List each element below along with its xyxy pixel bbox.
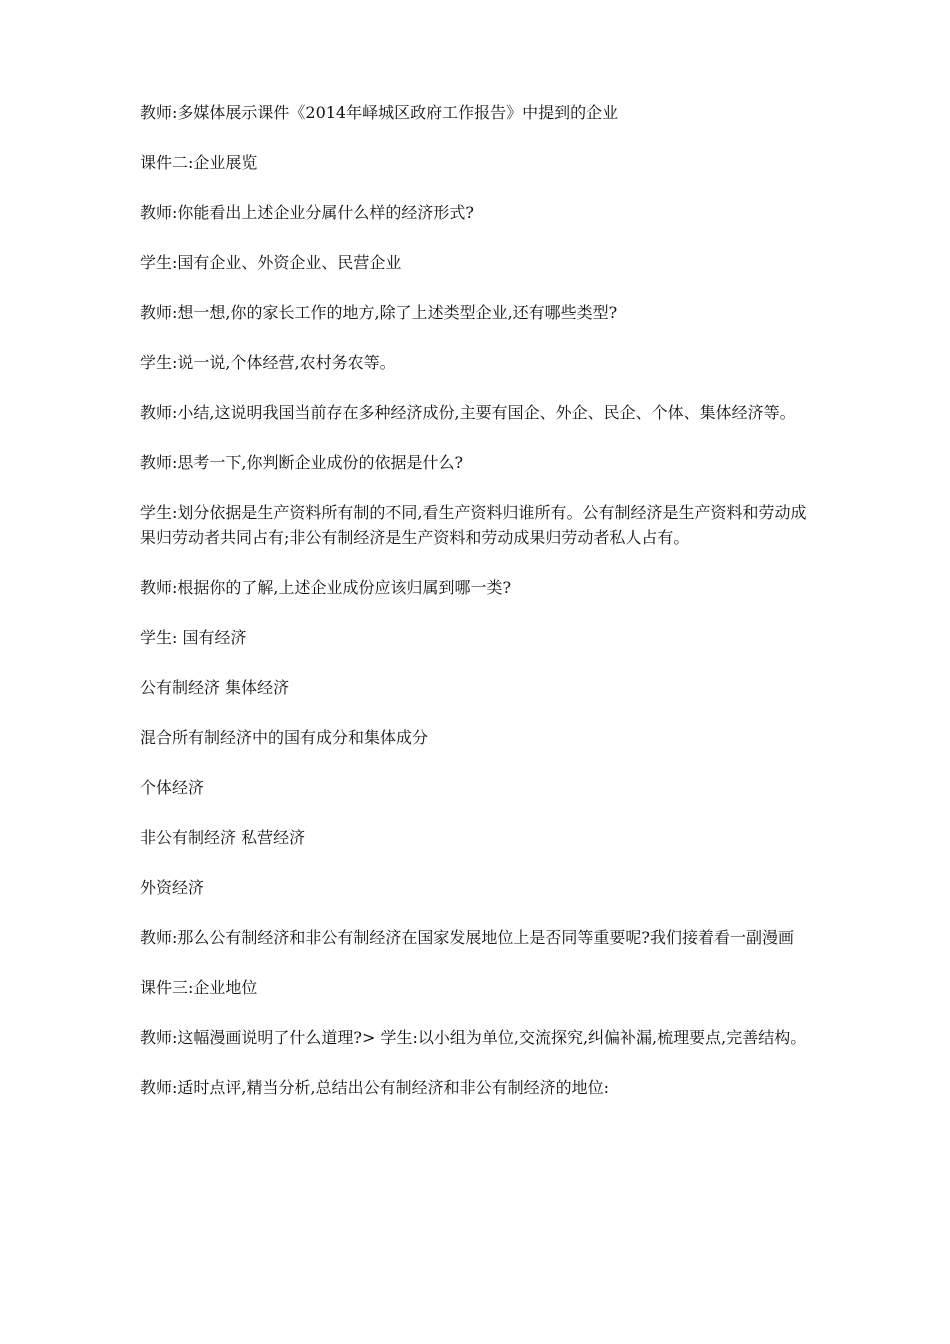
paragraph-5: 教师:想一想,你的家长工作的地方,除了上述类型企业,还有哪些类型?	[140, 303, 618, 322]
paragraph-10: 教师:根据你的了解,上述企业成份应该归属到哪一类?	[140, 578, 512, 597]
paragraph-3: 教师:你能看出上述企业分属什么样的经济形式?	[140, 203, 474, 222]
paragraph-2: 课件二:企业展览	[140, 153, 258, 172]
paragraph-4: 学生:国有企业、外资企业、民营企业	[140, 253, 402, 272]
paragraph-20: 教师:适时点评,精当分析,总结出公有制经济和非公有制经济的地位:	[140, 1078, 609, 1097]
paragraph-9: 学生:划分依据是生产资料所有制的不同,看生产资料归谁所有。公有制经济是生产资料和劳动成果归劳动者共同占有;非公有制经济是生产资料和劳动成果归劳动者私人占有。	[140, 503, 807, 547]
paragraph-19: 教师:这幅漫画说明了什么道理?> 学生:以小组为单位,交流探究,纠偏补漏,梳理要点,完善结构。	[140, 1028, 807, 1047]
paragraph-12: 公有制经济 集体经济	[140, 678, 290, 697]
document-body	[140, 100, 815, 1125]
paragraph-7: 教师:小结,这说明我国当前存在多种经济成份,主要有国企、外企、民企、个体、集体经济等。	[140, 403, 796, 422]
paragraph-14: 个体经济	[140, 778, 205, 797]
paragraph-1: 教师:多媒体展示课件《2014年峄城区政府工作报告》中提到的企业	[140, 103, 619, 122]
paragraph-18: 课件三:企业地位	[140, 978, 258, 997]
paragraph-13: 混合所有制经济中的国有成分和集体成分	[140, 728, 429, 747]
paragraph-8: 教师:思考一下,你判断企业成份的依据是什么?	[140, 453, 464, 472]
paragraph-16: 外资经济	[140, 878, 205, 897]
paragraph-15: 非公有制经济 私营经济	[140, 828, 306, 847]
paragraph-17: 教师:那么公有制经济和非公有制经济在国家发展地位上是否同等重要呢?我们接着看一副漫画	[140, 928, 794, 947]
paragraph-6: 学生:说一说,个体经营,农村务农等。	[140, 353, 396, 372]
paragraph-11: 学生: 国有经济	[140, 628, 247, 647]
